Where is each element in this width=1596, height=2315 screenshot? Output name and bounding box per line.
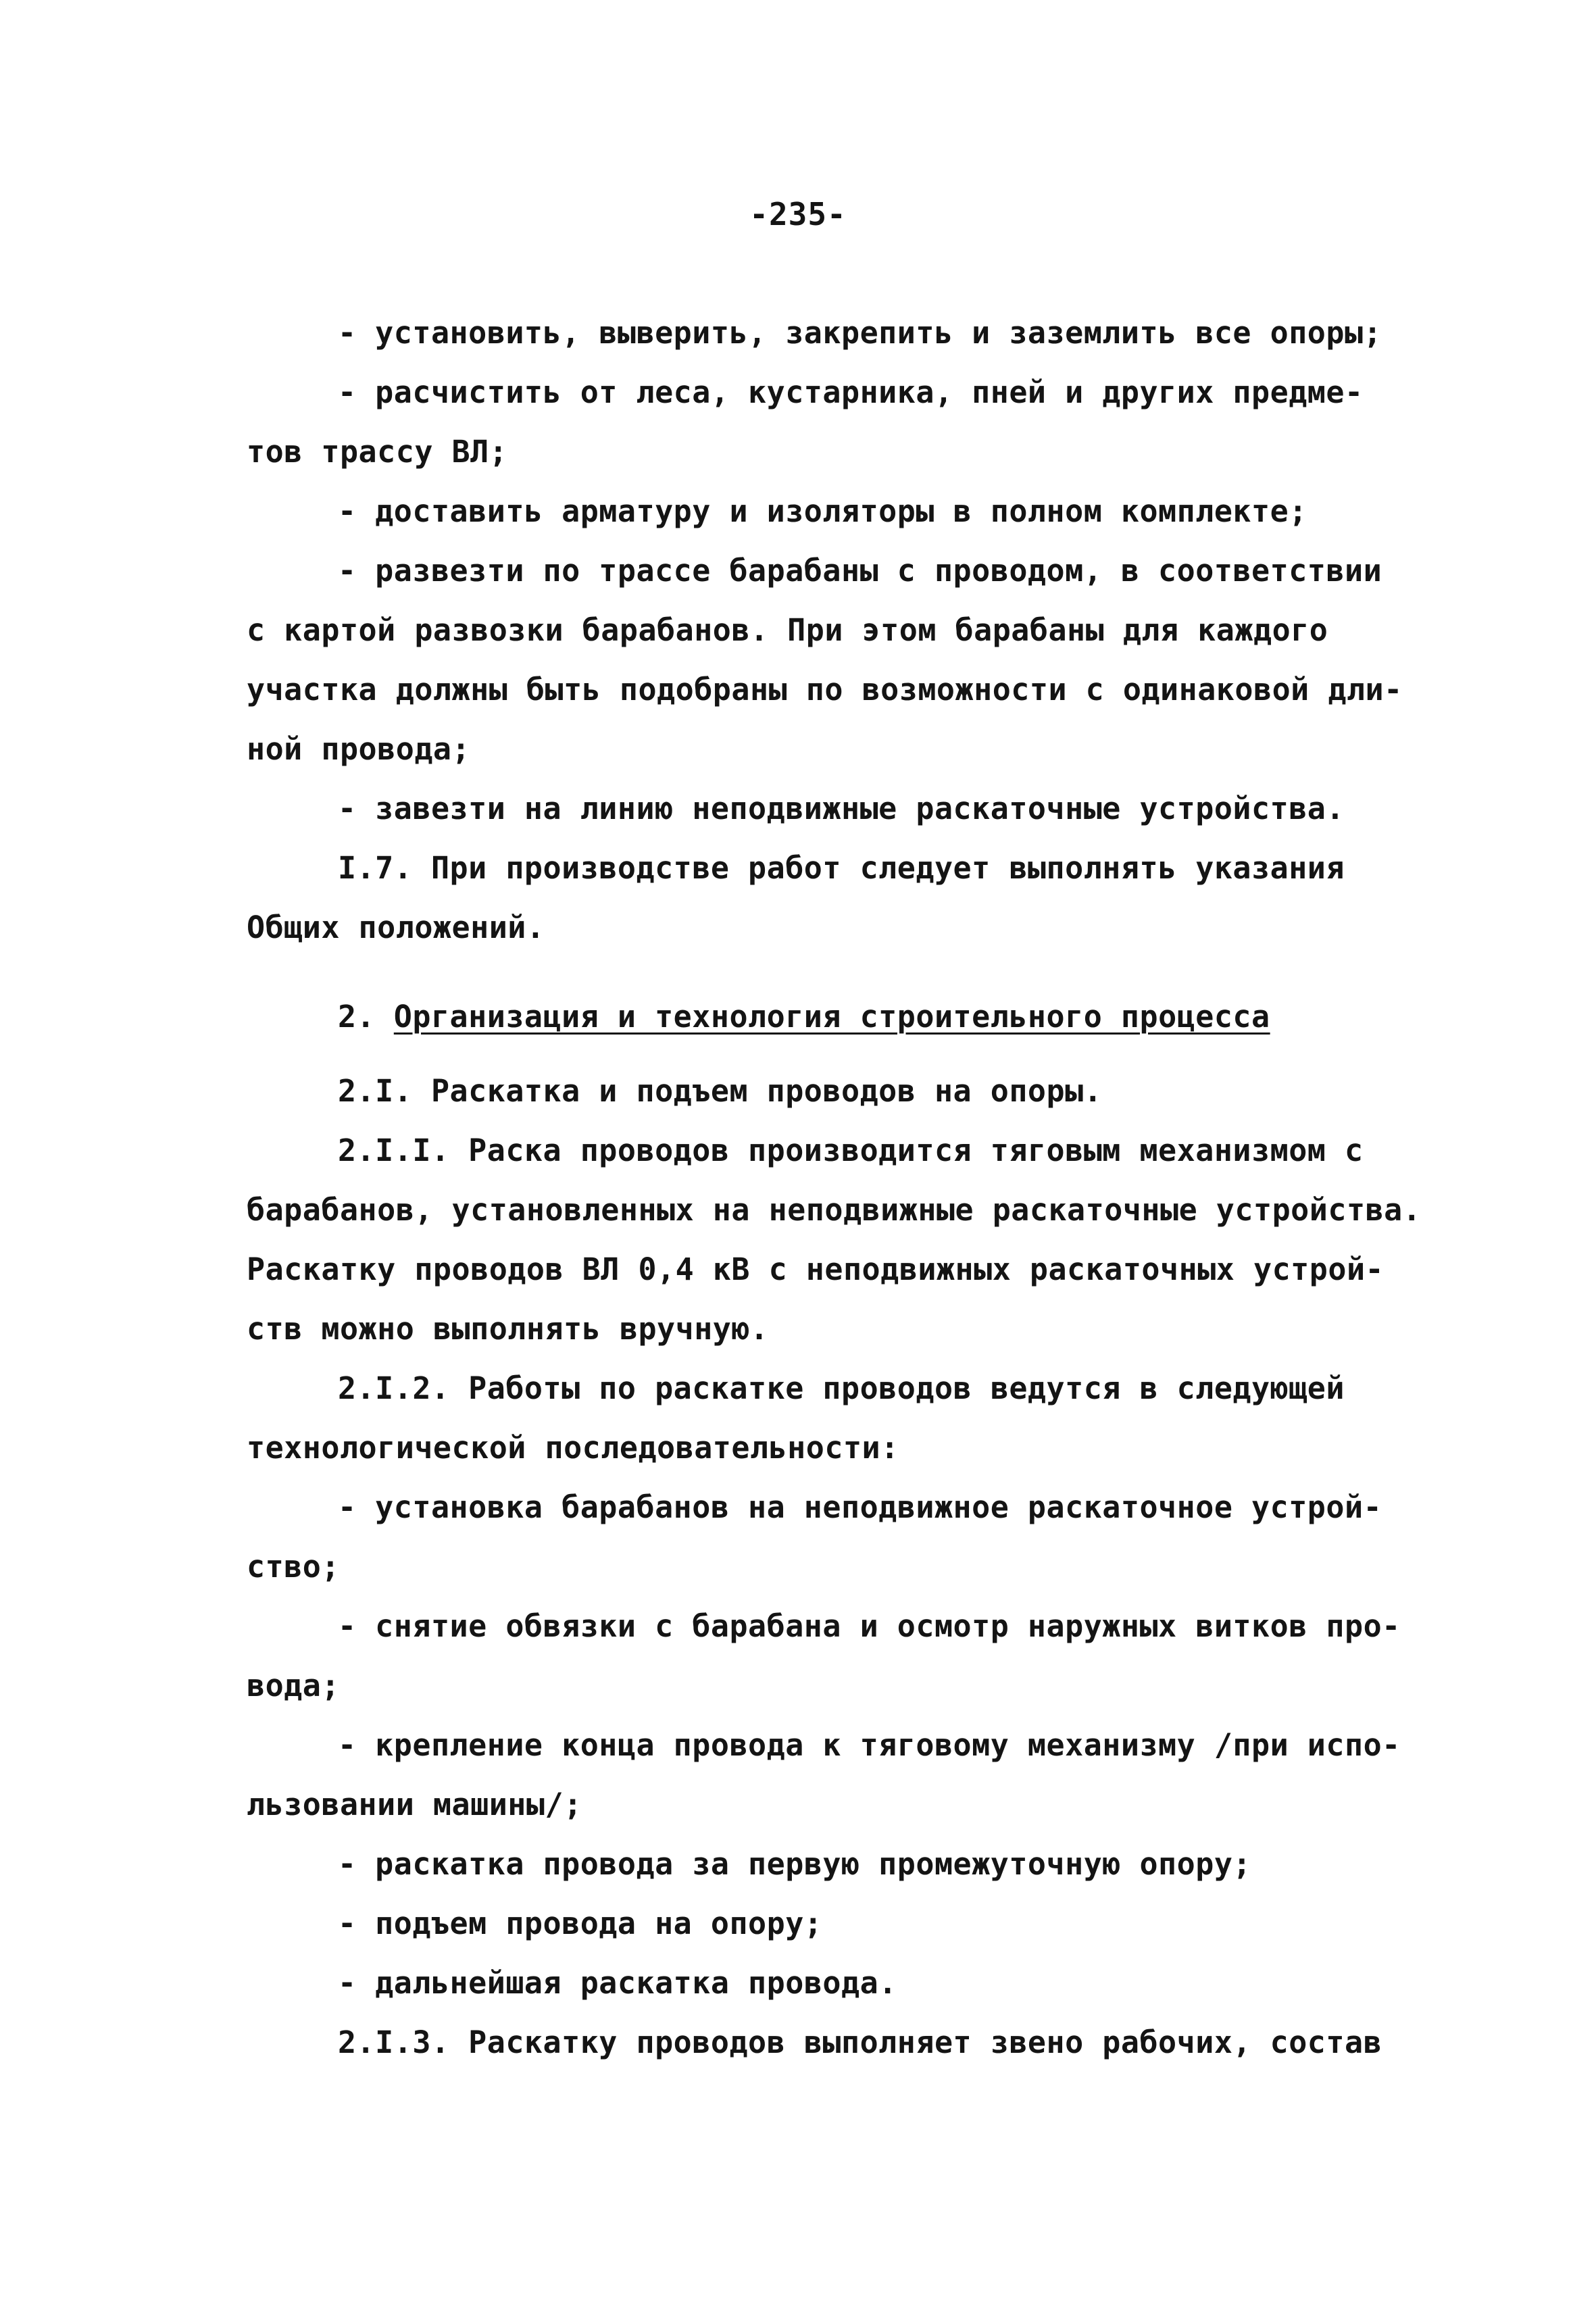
paragraph-start: I.7. При производстве работ следует выполнять указания [338,850,1345,886]
list-item: - расчистить от леса, кустарника, пней и других предме- [338,374,1364,410]
text-line: льзовании машины/; [247,1787,582,1822]
list-item: - крепление конца провода к тяговому механизму /при испо- [338,1727,1401,1763]
list-item: - установить, выверить, закрепить и заземлить все опоры; [338,315,1382,351]
list-item: - доставить арматуру и изоляторы в полном комплекте; [338,493,1307,529]
text-line: барабанов, установленных на неподвижные раскаточные устройства. [247,1192,1422,1228]
list-item: - установка барабанов на неподвижное раскаточное устрой- [338,1489,1382,1525]
list-item: - дальнейшая раскатка провода. [338,1965,897,2001]
text-line: ств можно выполнять вручную. [247,1311,769,1347]
text-line: с картой развозки барабанов. При этом барабаны для каждого [247,612,1328,648]
section-heading [338,999,1270,1035]
page-number: -235- [749,196,847,232]
text-line: участка должны быть подобраны по возможности с одинаковой дли- [247,672,1403,707]
text-line: тов трассу ВЛ; [247,434,508,470]
text-line: ной провода; [247,731,471,767]
list-item: - раскатка провода за первую промежуточную опору; [338,1846,1252,1882]
subsection-heading: 2.I. Раскатка и подъем проводов на опоры. [338,1073,1103,1109]
section-heading-number: 2. [338,999,376,1035]
list-item: - снятие обвязки с барабана и осмотр наружных витков про- [338,1608,1401,1644]
text-line: технологической последовательности: [247,1430,899,1466]
list-item: - развезти по трассе барабаны с проводом, в соответствии [338,553,1382,589]
text-line: Общих положений. [247,910,545,945]
section-heading-title: Организация и технология строительного процесса [393,999,1270,1035]
paragraph-start: 2.I.I. Раска проводов производится тяговым механизмом с [338,1132,1364,1168]
text-line: вода; [247,1668,340,1703]
text-line: ство; [247,1549,340,1585]
paragraph-start: 2.I.3. Раскатку проводов выполняет звено рабочих, состав [338,2024,1382,2060]
list-item: - подъем провода на опору; [338,1906,823,1941]
list-item: - завезти на линию неподвижные раскаточные устройства. [338,791,1345,826]
paragraph-start: 2.I.2. Работы по раскатке проводов ведутся в следующей [338,1370,1345,1406]
text-line: Раскатку проводов ВЛ 0,4 кВ с неподвижных раскаточных устрой- [247,1251,1385,1287]
